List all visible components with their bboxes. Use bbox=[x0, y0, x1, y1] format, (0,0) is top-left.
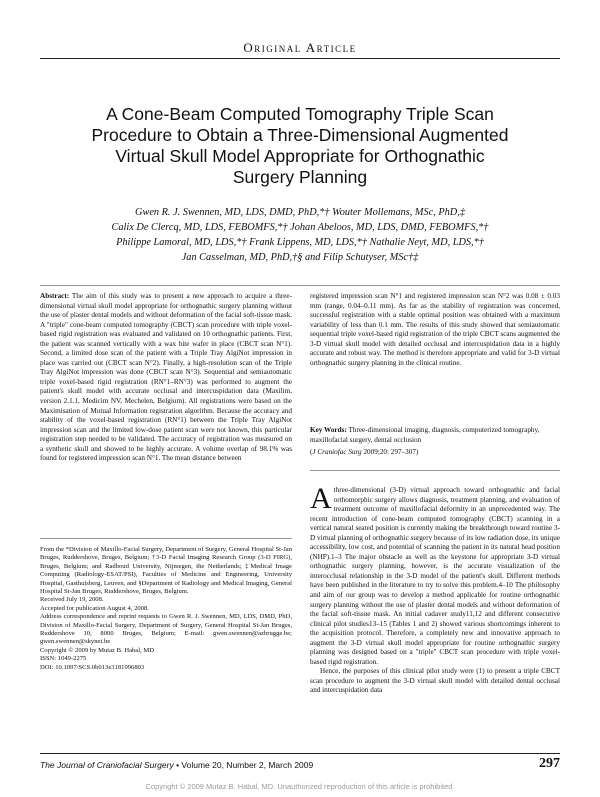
intro-paragraph: three-dimensional (3-D) virtual approach toward orthognathic and facial orthomorphic surgery allows diagnosis, treatment planning, and evaluation of treatment outcome of maxillofacial deformity in an unprecedented way. The recent introduction of cone-beam computed tomography (CBCT) scanning in a vertical natural seated position is currently making the breakthrough toward routine 3-D virtual planning of orthognathic surgery because of its low radiation dose, its unique accessibility, low cost, and potential of scanning the patient in its natural head position (NHP).1–3 The major obstacle as well as the keystone for appropriate 3-D virtual orthognathic surgery planning, however, is the accurate visualization of the interocclusal relationship in the 3-D model of the patient's skull. Different methods have been published in the literature to try to solve this problem.4–10 The philosophy and aim of our group was to develop a method applicable for routine orthognathic surgery planning without the use of plaster dental models and without deformation of the facial soft-tissue mask. An initial cadaver study11,12 and different consecutive clinical pilot studies13–15 (Tables 1 and 2) showed various shortcomings inherent to the acquisition protocol. Therefore, a completely new and innovative approach to augment the 3-D virtual skull model appropriate for routine orthognathic surgery planning was designed based on a "triple" CBCT scan procedure with triple voxel-based rigid registration. bbox=[310, 486, 560, 666]
abstract-continued: registered impression scan N°1 and registered impression scan N°2 was 0.08 ± 0.03 mm (range, 0.04–0.11 mm). As far as the stability of registration was concerned, successful registration with a stable optimal position was obtained with a maximum variability of less than 0.1 mm. The results of this study showed that semiautomatic sequential triple voxel-based rigid registration of the triple CBCT scans augmented the 3-D virtual skull model with detailed occlusal and intercuspidation data in a highly accurate and robust way. The method is therefore appropriate and valid for 3-D virtual orthognathic surgery planning in the clinical routine. bbox=[310, 292, 560, 367]
drop-cap: A bbox=[310, 482, 332, 515]
accepted-date: Accepted for publication August 4, 2008. bbox=[40, 604, 149, 612]
citation-journal: J Craniofac Surg bbox=[312, 448, 362, 456]
affiliations-rule bbox=[40, 538, 292, 539]
abstract-label: Abstract: bbox=[40, 292, 70, 300]
affiliation-from: From the *Division of Maxillo-Facial Surgery, Department of Surgery, General Hospital St-Jan Bruges, Ruddershove, Bruges, Belgium; †3-D Facial Imaging Research Group (3-D FIRG), Bruges, Belgium; and Radboud University, Nijmegen, the Netherlands; ‡Medical Image Computing (Radiology-ESAT/PSI), Faculties of Medicine and Engineering, University Hospital, Gasthuisberg, Leuven, and §Department of Radiology and Medical Imaging, General Hospital St-Jan Bruges, Ruddershove, Bruges, Belgium. bbox=[40, 546, 292, 596]
author-line: Philippe Lamoral, MD, LDS,*† Frank Lippens, MD, LDS,*† Nathalie Neyt, MD, LDS,*† bbox=[116, 237, 484, 248]
keywords bbox=[310, 426, 560, 445]
received-date: Received July 19, 2008. bbox=[40, 596, 104, 604]
footer-volume: • Volume 20, Number 2, March 2009 bbox=[173, 760, 314, 770]
title-line: A Cone-Beam Computed Tomography Triple Scan bbox=[106, 104, 494, 124]
footer-journal: The Journal of Craniofacial Surgery bbox=[40, 760, 174, 770]
keywords-label: Key Words: bbox=[310, 426, 347, 434]
issn: ISSN: 1049-2275 bbox=[40, 655, 87, 663]
copyright-line: Copyright © 2009 by Mutaz B. Habal, MD bbox=[40, 646, 154, 654]
citation-details: 2009;20: 297–307) bbox=[363, 448, 419, 456]
authors-rule bbox=[40, 285, 560, 286]
section-label: Original Article bbox=[243, 40, 357, 55]
title-line: Procedure to Obtain a Three-Dimensional Augmented bbox=[91, 125, 509, 145]
footer bbox=[40, 760, 560, 770]
intro-body bbox=[310, 482, 560, 696]
affiliations bbox=[40, 546, 292, 672]
author-line: Jan Casselman, MD, PhD,†§ and Filip Schutyser, MSc†‡ bbox=[181, 252, 419, 263]
author-line: Calix De Clercq, MD, LDS, FEBOMFS,*† Johan Abeloos, MD, LDS, DMD, FEBOMFS,*† bbox=[111, 222, 489, 233]
footer-rule bbox=[40, 753, 560, 754]
abstract bbox=[40, 292, 292, 464]
intro-paragraph: Hence, the purposes of this clinical pilot study were (1) to present a triple CBCT scan procedure to augment the 3-D virtual skull model with detailed dental occlusal and intercuspidation data bbox=[310, 667, 560, 695]
correspondence-address: Address correspondence and reprint requests to Gwen R. J. Swennen, MD, LDS, DMD, PhD, Division of Maxillo-Facial Surgery, Department of Surgery, General Hospital St-Jan Bruges, Ruddershove 10, 8000 Bruges, Belgium; E-mail: gwen.swennen@azbrugge.be; gwen.swennen@skynet.be bbox=[40, 613, 292, 646]
article-title bbox=[40, 104, 560, 188]
copyright-watermark: Copyright © 2009 Mutaz B. Habal, MD. Unauthorized reproduction of this article is prohibited. bbox=[145, 782, 455, 791]
keywords-text: Three-dimensional imaging, diagnosis, computerized tomography, maxillofacial surgery, dental occlusion bbox=[310, 426, 540, 444]
header-rule bbox=[40, 58, 560, 59]
abstract-text: The aim of this study was to present a new approach to acquire a three-dimensional virtual skull model appropriate for orthognathic surgery planning without the use of plaster dental models and without deformation of the facial soft-tissue mask. A "triple" cone-beam computed tomography (CBCT) scan procedure with triple voxel-based rigid registration was evaluated and validated on 10 orthognathic patients. First, the patient was scanned vertically with a wax bite wafer in place (CBCT scan N°1). Second, a limited dose scan of the patient with a Triple Tray AlgiNot impression in place was carried out (CBCT scan N°2). Finally, a high-resolution scan of the Triple Tray AlgiNot impression was done (CBCT scan N°3). Sequential and semiautomatic triple voxel-based rigid registration (RN°1–RN°3) was performed to augment the patient's skull model with accurate occlusal and intercuspidation data (Maxilim, version 2.1.1, Medicim NV, Mechelen, Belgium). All registrations were based on the Maximisation of Mutual Information registration algorithm. Because the accuracy and stability of the voxel-based registration (RN°1) between the Triple Tray AlgiNot impression scan and the limited low-dose patient scan were not known, this particular registration step needed to be validated. The accuracy of registration was measured on a synthetic skull and showed to be highly accurate. A volume overlap of 98.1% was found for registered impression scan N°1. The mean distance between bbox=[40, 292, 292, 463]
title-line: Virtual Skull Model Appropriate for Orthognathic bbox=[115, 146, 485, 166]
page-number: 297 bbox=[539, 756, 560, 771]
author-list bbox=[40, 205, 560, 265]
citation: (J Craniofac Surg 2009;20: 297–307) bbox=[310, 448, 419, 456]
author-line: Gwen R. J. Swennen, MD, LDS, DMD, PhD,*† Wouter Mollemans, MSc, PhD,‡ bbox=[135, 207, 465, 218]
doi: DOI: 10.1097/SCS.0b013e3181996803 bbox=[40, 663, 145, 671]
title-line: Surgery Planning bbox=[232, 167, 368, 187]
keywords-rule bbox=[310, 470, 560, 471]
